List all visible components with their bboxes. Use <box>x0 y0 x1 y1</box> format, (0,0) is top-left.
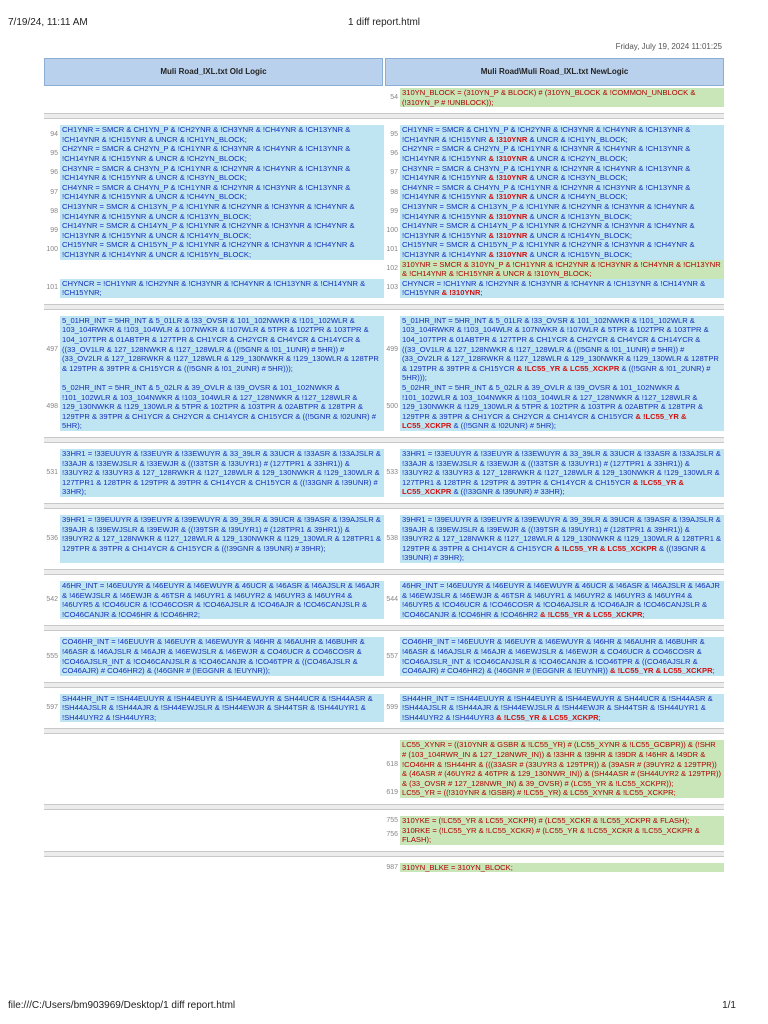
new-line-number: 97 <box>390 169 398 177</box>
old-side <box>44 260 384 279</box>
new-code-text: 46HR_INT = !46EUUYR & !46EUYR & !46EWUYR & 46UCR & !46ASR & !46AJSLR & !46AJR & !46EWJSLR & !46EWJR & 46TSR & !46UYR1 & !46UYR2 & !46UYR3 & !46UYR4 & !46UYR5 & !CO46UCR & !CO46COSR & !CO46AJSLR & !CO46AJR & !CO46CANJSLR & !CO46CANJR & !CO46HR & !CO46HR2 <box>402 580 722 619</box>
old-code-line: CH1YNR = SMCR & CH1YN_P & !CH2YNR & !CH3YNR & !CH4YNR & !CH13YNR & !CH14YNR & !CH15YNR & UNCR & !CH1YN_BLOCK; <box>60 125 384 144</box>
old-side <box>44 240 384 259</box>
diff-block <box>44 581 724 619</box>
old-side <box>44 221 384 240</box>
new-code-text: 310YNR = SMCR & 310YN_P & !CH1YNR & !CH2YNR & !CH3YNR & !CH4YNR & !CH13YNR & !CH14YNR & !CH15YNR & UNCR & !310YN_BLOCK; <box>402 259 723 279</box>
old-line-number <box>44 88 60 107</box>
old-line-number: 597 <box>46 704 58 712</box>
inserted-condition: & !310YNR <box>439 288 481 298</box>
diff-block <box>44 637 724 675</box>
diff-row <box>44 144 724 163</box>
inserted-condition: & !LC55_YR & LC55_XCKPR <box>607 666 713 676</box>
new-side <box>384 449 724 497</box>
print-datetime: 7/19/24, 11:11 AM <box>8 17 88 28</box>
new-side <box>384 164 724 183</box>
block-separator <box>44 437 724 443</box>
diff-row <box>44 183 724 202</box>
old-line-number: 99 <box>50 226 58 234</box>
block-separator <box>44 503 724 509</box>
new-line-number: 96 <box>390 150 398 158</box>
block-separator <box>44 804 724 810</box>
new-code-tail: & UNCR & !CH4YN_BLOCK; <box>527 192 628 202</box>
new-line-number: 98 <box>390 188 398 196</box>
new-code-tail: & UNCR & !CH15YN_BLOCK; <box>527 249 632 259</box>
new-side <box>384 183 724 202</box>
new-line-number: 557 <box>386 652 398 660</box>
old-code-line <box>60 863 384 873</box>
old-code-line <box>60 260 384 279</box>
diff-blocks <box>44 88 724 872</box>
old-code-line: CH3YNR = SMCR & CH3YN_P & !CH1YNR & !CH2YNR & !CH4YNR & !CH13YNR & !CH14YNR & !CH15YNR & UNCR & !CH3YN_BLOCK; <box>60 164 384 183</box>
old-line-number: 95 <box>50 150 58 158</box>
new-code-tail: & UNCR & !CH13YN_BLOCK; <box>527 211 632 221</box>
old-code-line: CH14YNR = SMCR & CH14YN_P & !CH1YNR & !CH2YNR & !CH3YNR & !CH4YNR & !CH13YNR & !CH15YNR & UNCR & !CH14YN_BLOCK; <box>60 221 384 240</box>
new-code-text: CH13YNR = SMCR & CH13YN_P & !CH1YNR & !CH2YNR & !CH3YNR & !CH4YNR & !CH14YNR & !CH15YNR <box>402 201 697 221</box>
old-code-line: 5_01HR_INT = 5HR_INT & 5_01LR & !33_OVSR & 101_102NWKR & !101_102WLR & 103_104RWKR & !103_104WLR & 107NWKR & !107WLR & 5TPR & 102TPR & 103TPR & 104_107TPR & 01ABTPR & 127TPR & CH1YCR & CH2YCR & CH4YCR & CH14YCR & ((33_OV1LR & 127_128NWKR & !127_128WLR & ((!5GNR & !01_1UNR) # 5HR)) # (33_OV2LR & 127_128RWKR & !127_128WLR & 129_130NWKR & !129_130WLR & 128TPR & 129TPR & 39TPR & CH15YCR & ((!5GNR & !01_2UNR) # 5HR))); <box>60 316 384 383</box>
new-code-line <box>400 221 724 240</box>
new-code-line <box>400 816 724 826</box>
new-code-text: 310RKE = (!LC55_YR & !LC55_XCKR) # (LC55_YR & !LC55_XCKR & !LC55_XCKPR & FLASH); <box>402 825 702 845</box>
new-line-number: 499 <box>386 345 398 353</box>
block-separator <box>44 113 724 119</box>
old-code-line: CH13YNR = SMCR & CH13YN_P & !CH1YNR & !CH2YNR & !CH3YNR & !CH4YNR & !CH14YNR & !CH15YNR & UNCR & !CH13YN_BLOCK; <box>60 202 384 221</box>
new-code-text: CO46HR_INT = !46EUUYR & !46EUYR & !46EWUYR & !46HR & !46AUHR & !46BUHR & !46ASR & !46AJSLR & !46AJR & !46EWJSLR & !46EWJR & CO46UCR & CO46COSR & !CO46AJSLR_INT & !CO46CANJSLR & !CO46CANJR & !CO46TPR & ((CO46AJSLR & CO46AJR) # CO46HR2) & (!46GNR # (!EGGNR & !EUYNR)) <box>402 637 707 676</box>
new-side <box>384 202 724 221</box>
diff-row <box>44 694 724 723</box>
new-side <box>384 260 724 279</box>
diff-row <box>44 788 724 798</box>
new-code-text: 5_02HR_INT = 5HR_INT & 5_02LR & 39_OVLR & !39_OVSR & 101_102NWKR & !101_102WLR & 103_104NWKR & !103_104WLR & 127_128NWKR & !127_128WLR & 129_130NWKR & !129_130WLR & 5TPR & 102TPR & 103TPR & 02ABTPR & 128TPR & 129TPR & 39TPR & CH1YCR & CH2YCR & CH14YCR & CH15YCR <box>402 383 706 421</box>
old-line-number: 555 <box>46 652 58 660</box>
diff-block <box>44 863 724 873</box>
old-line-number: 96 <box>50 169 58 177</box>
diff-row <box>44 164 724 183</box>
old-line-number: 497 <box>46 345 58 353</box>
new-code-line <box>400 740 724 788</box>
print-doc-title: 1 diff report.html <box>347 17 421 28</box>
new-line-number: 99 <box>390 207 398 215</box>
old-line-number <box>44 740 60 788</box>
new-code-tail: & ((!5GNR & !01_2UNR) # 5HR))); <box>402 363 713 383</box>
new-code-text: CH2YNR = SMCR & CH2YN_P & !CH1YNR & !CH3YNR & !CH4YNR & !CH13YNR & !CH14YNR & !CH15YNR <box>402 144 693 163</box>
block-separator <box>44 625 724 631</box>
old-side <box>44 863 384 873</box>
new-code-tail: & ((!39GNR & !39UNR) # 39HR); <box>402 543 708 563</box>
old-code-line: CH4YNR = SMCR & CH4YN_P & !CH1YNR & !CH2YNR & !CH3YNR & !CH13YNR & !CH14YNR & !CH15YNR & UNCR & !CH4YN_BLOCK; <box>60 183 384 202</box>
new-line-number: 619 <box>386 789 398 797</box>
inserted-condition: & !LC55_YR & LC55_XCKPR <box>514 363 620 373</box>
old-side <box>44 164 384 183</box>
new-code-line <box>400 240 724 259</box>
new-side <box>384 816 724 826</box>
new-side <box>384 144 724 163</box>
old-side <box>44 788 384 798</box>
new-line-number: 987 <box>386 863 398 871</box>
block-separator <box>44 682 724 688</box>
new-code-line <box>400 279 724 298</box>
new-code-text: 39HR1 = !39EUUYR & !39EUYR & !39EWUYR & 39_39LR & 39UCR & !39ASR & !39AJSLR & !39AJR & !39EWJSLR & !39EWJR & ((!39TSR & !39UYR1) # (128TPR1 & 39HR1)) & !39UYR2 & 127_128NWKR & !127_128WLR & 129_130NWKR & !129_130WLR & 128TPR1 & 129TPR & 39TPR & CH14YCR & CH15YCR <box>402 514 724 553</box>
new-line-number: 101 <box>386 246 398 254</box>
new-code-text: 310YN_BLOCK = (310YN_P & BLOCK) # (310YN_BLOCK & !COMMON_UNBLOCK & (!310YN_P # !UNBLOCK)); <box>402 88 698 107</box>
new-side <box>384 279 724 298</box>
new-code-tail: ; <box>480 288 483 298</box>
old-code-line <box>60 88 384 107</box>
new-side <box>384 316 724 383</box>
old-side <box>44 816 384 826</box>
new-code-line <box>400 826 724 845</box>
new-line-number: 54 <box>390 93 398 101</box>
old-side <box>44 144 384 163</box>
old-side <box>44 449 384 497</box>
report-date: Friday, July 19, 2024 11:01:25 <box>615 42 722 51</box>
new-code-line <box>400 164 724 183</box>
old-code-line <box>60 826 384 845</box>
old-side <box>44 515 384 563</box>
old-code-line <box>60 740 384 788</box>
diff-row <box>44 581 724 619</box>
inserted-condition: & !310YNR <box>486 173 528 183</box>
new-side <box>384 383 724 431</box>
new-code-line <box>400 515 724 563</box>
old-logic-header: Muli Road_IXL.txt Old Logic <box>44 58 383 86</box>
old-code-line: CO46HR_INT = !46EUUYR & !46EUYR & !46EWUYR & !46HR & !46AUHR & !46BUHR & !46ASR & !46AJSLR & !46AJR & !46EWJSLR & !46EWJR & CO46UCR & CO46COSR & !CO46AJSLR_INT & !CO46CANJSLR & !CO46CANJR & !CO46TPR & ((CO46AJSLR & CO46AJR) # CO46HR2) & (!46GNR # (!EGGNR & !EUYNR)); <box>60 637 384 675</box>
old-code-line: 46HR_INT = !46EUUYR & !46EUYR & !46EWUYR & 46UCR & !46ASR & !46AJSLR & !46AJR & !46EWJSLR & !46EWJR & 46TSR & !46UYR1 & !46UYR2 & !46UYR3 & !46UYR4 & !46UYR5 & !CO46UCR & !CO46COSR & !CO46AJSLR & !CO46AJR & !CO46CANJSLR & !CO46CANJR & !CO46HR & !CO46HR2; <box>62 580 382 619</box>
new-logic-header: Muli Road\Muli Road_IXL.txt NewLogic <box>385 58 724 86</box>
new-code-text: CHYNCR = !CH1YNR & !CH2YNR & !CH3YNR & !CH4YNR & !CH13YNR & !CH14YNR & !CH15YNR <box>402 278 708 298</box>
new-code-line <box>400 260 724 279</box>
old-line-number <box>44 260 60 279</box>
new-code-text: LC55_XYNR = ((310YNR & GSBR & !LC55_YR) # (LC55_XYNR & !LC55_GCBPR)) & (!SHR # (103_104RWR_IN & 127_128NWR_IN)) & !33HR & !39HR & !39DR & !46HR & !49DR & !CO46HR & !SH44HR & (((33ASR # (33UYR3 & 129TPR)) & (39ASR # (39UYR2 & 129TPR)) & (46ASR # (46UYR2 & 46TPR & 129_130NWR_IN)) & (SH44ASR # (SH44UYR2 & 129TPR)) & (33_OVSR # 127_128NWR_IN) & 39_OVSR) # (LC55_YR & !LC55_XCKPR)); <box>402 740 724 788</box>
new-side <box>384 863 724 873</box>
new-code-tail: & UNCR & !CH2YN_BLOCK; <box>527 153 628 163</box>
old-code-line: CH15YNR = SMCR & CH15YN_P & !CH1YNR & !CH2YNR & !CH3YNR & !CH4YNR & !CH13YNR & !CH14YNR & UNCR & !CH15YN_BLOCK; <box>60 240 384 259</box>
diff-block <box>44 316 724 431</box>
diff-row <box>44 816 724 826</box>
old-side <box>44 125 384 144</box>
diff-block <box>44 125 724 298</box>
new-code-text: CH14YNR = SMCR & CH14YN_P & !CH1YNR & !CH2YNR & !CH3YNR & !CH4YNR & !CH13YNR & !CH15YNR <box>402 221 697 240</box>
new-line-number: 103 <box>386 284 398 292</box>
diff-block <box>44 88 724 107</box>
diff-block <box>44 740 724 798</box>
block-separator <box>44 851 724 857</box>
new-side <box>384 637 724 675</box>
new-side <box>384 788 724 798</box>
old-side <box>44 316 384 383</box>
diff-row <box>44 88 724 107</box>
inserted-condition: & !310YNR <box>486 153 528 163</box>
old-line-number: 101 <box>46 284 58 292</box>
new-line-number: 618 <box>386 760 398 768</box>
page-number: 1/1 <box>722 1000 736 1011</box>
block-separator <box>44 569 724 575</box>
new-code-tail: ; <box>598 712 601 722</box>
inserted-condition: & !310YNR <box>486 249 528 259</box>
new-code-text: LC55_YR = ((!310YNR & !GSBR) # !LC55_YR) & LC55_XYNR & !LC55_XCKPR; <box>402 788 676 798</box>
old-line-number: 531 <box>46 469 58 477</box>
old-side <box>44 202 384 221</box>
old-line-number <box>44 826 60 845</box>
inserted-condition: & !LC55_YR & LC55_XCKPR <box>402 477 687 497</box>
file-path: file:///C:/Users/bm903969/Desktop/1 diff report.html <box>8 1000 236 1011</box>
column-headers <box>44 58 724 86</box>
diff-row <box>44 125 724 144</box>
new-code-line <box>400 125 724 144</box>
old-line-number: 498 <box>46 403 58 411</box>
new-line-number: 538 <box>386 535 398 543</box>
new-code-line <box>400 637 724 675</box>
new-code-line <box>400 316 724 383</box>
diff-row <box>44 515 724 563</box>
old-side <box>44 581 384 619</box>
diff-row <box>44 740 724 788</box>
new-line-number: 102 <box>386 265 398 273</box>
new-code-line <box>400 88 724 107</box>
new-code-text: CH4YNR = SMCR & CH4YN_P & !CH1YNR & !CH2YNR & !CH3YNR & !CH13YNR & !CH14YNR & !CH15YNR <box>402 182 693 202</box>
new-code-tail: ; <box>712 666 715 676</box>
new-side <box>384 694 724 723</box>
diff-row <box>44 383 724 431</box>
inserted-condition: & !310YNR <box>486 192 528 202</box>
inserted-condition: & !LC55_YR & LC55_XCKPR <box>494 712 599 722</box>
old-code-line: CHYNCR = !CH1YNR & !CH2YNR & !CH3YNR & !CH4YNR & !CH13YNR & !CH14YNR & !CH15YNR; <box>60 279 384 298</box>
new-code-text: SH44HR_INT = !SH44EUUYR & !SH44EUYR & !SH44EWUYR & SH44UCR & !SH44ASR & !SH44AJSLR & !SH44AJR & !SH44EWJSLR & !SH44EWJR & SH44TSR & !SH44UYR1 & !SH44UYR2 & !SH44UYR3 <box>402 693 715 722</box>
diff-row <box>44 863 724 873</box>
new-code-tail: & UNCR & !CH3YN_BLOCK; <box>527 173 628 183</box>
new-line-number: 755 <box>386 817 398 825</box>
new-code-line <box>400 383 724 431</box>
old-side <box>44 183 384 202</box>
block-separator <box>44 728 724 734</box>
old-side <box>44 826 384 845</box>
inserted-condition: & !LC55_YR & LC55_XCKPR <box>402 411 689 431</box>
diff-row <box>44 826 724 845</box>
new-code-line <box>400 183 724 202</box>
inserted-condition: & !LC55_YR & LC55_XCKPR <box>537 609 643 619</box>
new-code-text: 33HR1 = !33EUUYR & !33EUYR & !33EWUYR & 33_39LR & 33UCR & !33ASR & !33AJSLR & !33AJR & !33EWJSLR & !33EWJR & ((!33TSR & !33UYR1) # (127TPR1 & 33HR1)) & !33UYR2 & !33UYR3 & 127_128RWKR & !127_128WLR & 129_130NWKR & !129_130WLR & 127TPR1 & 128TPR & 129TPR & 39TPR & CH14YCR & CH15YCR <box>402 449 723 487</box>
new-side <box>384 125 724 144</box>
old-side <box>44 88 384 107</box>
new-code-line <box>400 144 724 163</box>
old-code-line: 33HR1 = !33EUUYR & !33EUYR & !33EWUYR & 33_39LR & 33UCR & !33ASR & !33AJSLR & !33AJR & !33EWJSLR & !33EWJR & ((!33TSR & !33UYR1) # (127TPR1 & 33HR1)) & !33UYR2 & !33UYR3 & 127_128RWKR & !127_128WLR & 129_130NWKR & !129_130WLR & 127TPR1 & 128TPR & 129TPR & 39TPR & CH14YCR & CH15YCR & ((!33GNR & !39UNR) # 33HR); <box>62 449 383 497</box>
old-line-number: 542 <box>46 596 58 604</box>
old-side <box>44 383 384 431</box>
diff-block <box>44 515 724 563</box>
old-code-line: CH2YNR = SMCR & CH2YN_P & !CH1YNR & !CH3YNR & !CH4YNR & !CH13YNR & !CH14YNR & !CH15YNR & UNCR & !CH2YN_BLOCK; <box>60 144 384 163</box>
diff-row <box>44 316 724 383</box>
diff-block <box>44 694 724 723</box>
new-code-text: CH3YNR = SMCR & CH3YN_P & !CH1YNR & !CH2YNR & !CH4YNR & !CH13YNR & !CH14YNR & !CH15YNR <box>402 163 693 183</box>
new-code-tail: & UNCR & !CH14YN_BLOCK; <box>527 230 632 240</box>
new-line-number: 544 <box>386 596 398 604</box>
old-code-line <box>60 788 384 798</box>
diff-block <box>44 449 724 497</box>
new-side <box>384 221 724 240</box>
inserted-condition: & !310YNR <box>486 211 528 221</box>
new-code-text: 310YKE = (!LC55_YR & LC55_XCKPR) # (LC55_XCKR & !LC55_XCKPR & FLASH); <box>402 816 690 826</box>
new-code-text: CH15YNR = SMCR & CH15YN_P & !CH1YNR & !CH2YNR & !CH3YNR & !CH4YNR & !CH13YNR & !CH14YNR <box>402 240 697 259</box>
new-code-text: 310YN_BLKE = 310YN_BLOCK; <box>402 862 513 872</box>
old-line-number <box>44 816 60 826</box>
inserted-condition: & !310YNR <box>486 134 528 144</box>
new-line-number: 100 <box>386 226 398 234</box>
new-line-number: 95 <box>390 130 398 138</box>
new-code-line <box>400 202 724 221</box>
new-code-line <box>400 581 724 619</box>
new-code-tail: & ((!5GNR & !02UNR) # 5HR); <box>451 421 557 431</box>
old-line-number: 100 <box>46 246 58 254</box>
diff-row <box>44 637 724 675</box>
old-side <box>44 637 384 675</box>
inserted-condition: & !310YNR <box>486 230 528 240</box>
old-side <box>44 740 384 788</box>
new-side <box>384 581 724 619</box>
new-side <box>384 826 724 845</box>
diff-row <box>44 279 724 298</box>
new-side <box>384 88 724 107</box>
old-code-line: 39HR1 = !39EUUYR & !39EUYR & !39EWUYR & 39_39LR & 39UCR & !39ASR & !39AJSLR & !39AJR & !39EWJSLR & !39EWJR & ((!39TSR & !39UYR1) # (128TPR1 & 39HR1)) & !39UYR2 & 127_128NWKR & !127_128WLR & 129_130NWKR & !129_130WLR & 128TPR1 & 129TPR & 39TPR & CH14YCR & CH15YCR & ((!39GNR & !39UNR) # 39HR); <box>60 515 384 563</box>
old-code-line <box>60 816 384 826</box>
print-footer <box>0 1000 768 1024</box>
new-line-number: 533 <box>386 469 398 477</box>
new-code-text: CH1YNR = SMCR & CH1YN_P & !CH2YNR & !CH3YNR & !CH4YNR & !CH13YNR & !CH14YNR & !CH15YNR <box>402 125 693 144</box>
old-code-line: SH44HR_INT = !SH44EUUYR & !SH44EUYR & !SH44EWUYR & SH44UCR & !SH44ASR & !SH44AJSLR & !SH44AJR & !SH44EWJSLR & !SH44EWJR & SH44TSR & !SH44UYR1 & !SH44UYR2 & !SH44UYR3; <box>60 694 384 723</box>
old-side <box>44 694 384 723</box>
new-code-tail: & ((!33GNR & !39UNR) # 33HR); <box>451 487 565 497</box>
new-code-line <box>400 863 724 873</box>
new-code-tail: & UNCR & !CH1YN_BLOCK; <box>527 134 628 144</box>
diff-row <box>44 449 724 497</box>
old-side <box>44 279 384 298</box>
block-separator <box>44 304 724 310</box>
old-line-number <box>44 863 60 873</box>
new-side <box>384 515 724 563</box>
new-line-number: 500 <box>386 403 398 411</box>
inserted-condition: & !LC55_YR & LC55_XCKPR <box>552 543 657 553</box>
new-code-line <box>400 449 724 497</box>
diff-table <box>44 58 724 872</box>
new-code-tail: ; <box>642 609 645 619</box>
old-line-number: 536 <box>46 535 58 543</box>
diff-block <box>44 816 724 845</box>
old-line-number: 97 <box>50 188 58 196</box>
diff-row <box>44 202 724 221</box>
new-side <box>384 240 724 259</box>
new-line-number: 756 <box>386 831 398 839</box>
diff-row <box>44 240 724 259</box>
old-line-number <box>44 788 60 798</box>
diff-row <box>44 260 724 279</box>
new-side <box>384 740 724 788</box>
old-line-number: 98 <box>50 207 58 215</box>
old-code-line: 5_02HR_INT = 5HR_INT & 5_02LR & 39_OVLR & !39_OVSR & 101_102NWKR & !101_102WLR & 103_104NWKR & !103_104WLR & 127_128NWKR & !127_128WLR & 129_130NWKR & !129_130WLR & 5TPR & 102TPR & 103TPR & 02ABTPR & 128TPR & 129TPR & 39TPR & CH1YCR & CH2YCR & CH14YCR & CH15YCR & ((!5GNR & !02UNR) # 5HR); <box>60 383 384 431</box>
new-code-line <box>400 788 724 798</box>
old-line-number: 94 <box>50 130 58 138</box>
new-line-number: 599 <box>386 704 398 712</box>
diff-row <box>44 221 724 240</box>
new-code-line <box>400 694 724 723</box>
new-code-text: 5_01HR_INT = 5HR_INT & 5_01LR & !33_OVSR & 101_102NWKR & !101_102WLR & 103_104RWKR & !103_104WLR & 107NWKR & !107WLR & 5TPR & 102TPR & 103TPR & 104_107TPR & 01ABTPR & 127TPR & CH1YCR & CH2YCR & CH4YCR & CH14YCR & ((33_OV1LR & 127_128NWKR & !127_128WLR & ((!5GNR & !01_1UNR) # 5HR)) # (33_OV2LR & 127_128RWKR & !127_128WLR & 129_130NWKR & !129_130WLR & 128TPR & 129TPR & 39TPR & CH15YCR <box>402 315 721 373</box>
print-header <box>0 0 768 30</box>
